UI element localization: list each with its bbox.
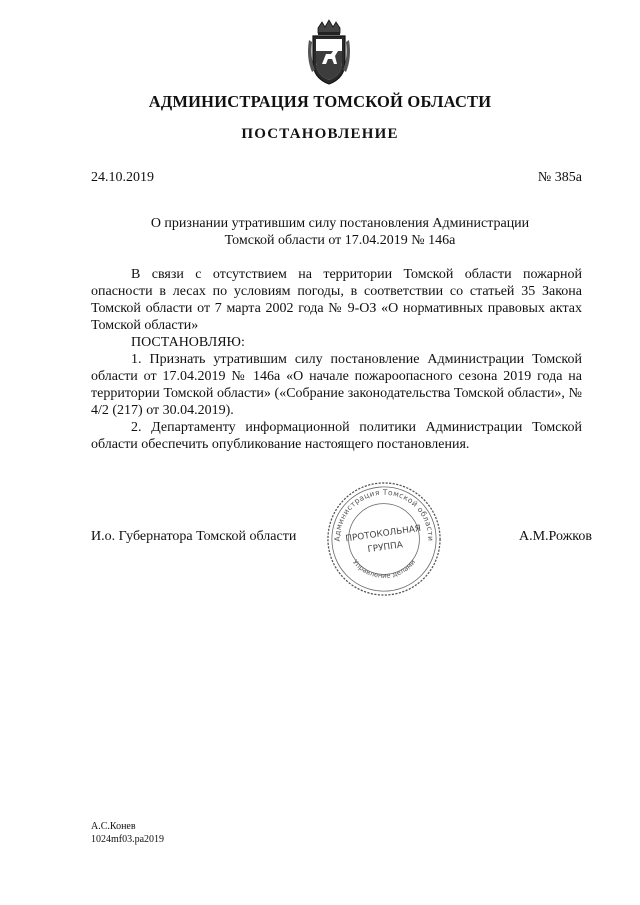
item-2-paragraph: 2. Департаменту информационной политики Администрации Томской области обеспечить опубликование настоящего постановления.	[91, 420, 582, 452]
resolve-heading: ПОСТАНОВЛЯЮ:	[131, 335, 245, 350]
signer-title: И.о. Губернатора Томской области	[91, 529, 297, 544]
seal-center-line-2: ГРУППА	[366, 540, 404, 556]
executor-info	[91, 820, 164, 846]
seal-center-line-1: ПРОТОКОЛЬНАЯ	[344, 523, 422, 545]
organization-title: АДМИНИСТРАЦИЯ ТОМСКОЙ ОБЛАСТИ	[148, 92, 492, 111]
file-code: 1024mf03.pa2019	[91, 834, 165, 845]
preamble-paragraph: В связи с отсутствием на территории Томской области пожарной опасности в лесах по условиям погоды, в соответствии со статьей 35 Закона Томской области от 7 марта 2002 года № 9-ОЗ «О нормативных правовых актах Томской области»	[91, 267, 582, 333]
document-date: 24.10.2019	[91, 170, 154, 185]
document-number: № 385а	[537, 170, 582, 185]
subject-line-2: Томской области от 17.04.2019 № 146а	[224, 233, 456, 248]
томская-область-coat-of-arms-icon	[304, 18, 354, 88]
seal-outer-text: Администрация Томской области	[332, 487, 436, 542]
document-body	[91, 266, 582, 453]
executor-name: А.С.Конев	[91, 821, 136, 832]
official-seal-stamp	[325, 480, 443, 598]
item-1-paragraph: 1. Признать утратившим силу постановление Администрации Томской области от 17.04.2019 № 146а «О начале пожароопасного сезона 2019 года на территории Томской области» («Собрание законодательства Томской области», № 4/2 (217) от 30.04.2019).	[91, 352, 582, 418]
document-type-heading: ПОСТАНОВЛЕНИЕ	[241, 126, 399, 142]
signer-name: А.М.Рожков	[518, 529, 592, 544]
subject-line-1: О признании утратившим силу постановления Администрации	[150, 216, 530, 231]
seal-bottom-text: Управление делами	[350, 558, 418, 580]
document-subject	[100, 215, 580, 249]
svg-text:Управление делами	[351, 558, 417, 580]
